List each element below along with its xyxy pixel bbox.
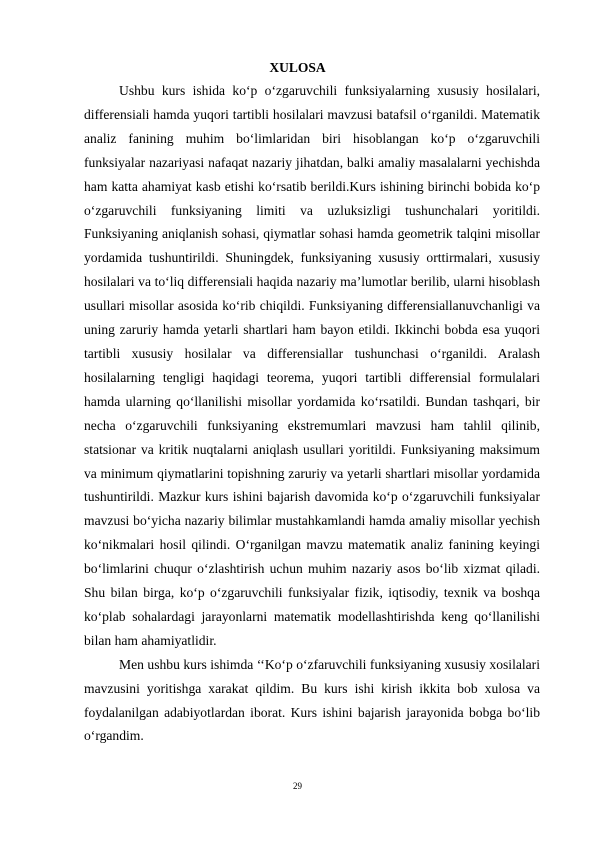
section-heading: XULOSA bbox=[269, 60, 326, 75]
document-body bbox=[84, 79, 540, 748]
body-paragraph: Ushbu kurs ishida ko‘p o‘zgaruvchili funksiyalarning xususiy hosilalari, differensiali hamda yuqori tartibli hosilalari mavzusi batafsil o‘rganildi. Matematik analiz fanining muhim bo‘limlaridan biri hisoblangan ko‘p o‘zgaruvchili funksiyalar nazariyasi nafaqat nazariy jihatdan, balki amaliy masalalarni yechishda ham katta ahamiyat kasb etishi ko‘rsatib berildi.Kurs ishining birinchi bobida ko‘p o‘zgaruvchili funksiyaning limiti va uzluksizligi tushunchalari yoritildi. Funksiyaning aniqlanish sohasi, qiymatlar sohasi hamda geometrik talqini misollar yordamida tushuntirildi. Shuningdek, funksiyaning xususiy orttirmalari, xususiy hosilalari va to‘liq differensiali haqida nazariy ma’lumotlar berilib, ularni hisoblash usullari misollar asosida ko‘rib chiqildi. Funksiyaning differensiallanuvchanligi va uning zaruriy hamda yetarli shartlari ham bayon etildi. Ikkinchi bobda esa yuqori tartibli xususiy hosilalar va differensiallar tushunchasi o‘rganildi. Aralash hosilalarning tengligi haqidagi teorema, yuqori tartibli differensial formulalari hamda ularning qo‘llanilishi misollar yordamida ko‘rsatildi. Bundan tashqari, bir necha o‘zgaruvchili funksiyaning ekstremumlari mavzusi ham tahlil qilinib, statsionar va kritik nuqtalarni aniqlash usullari yoritildi. Funksiyaning maksimum va minimum qiymatlarini topishning zaruriy va yetarli shartlari misollar yordamida tushuntirildi. Mazkur kurs ishini bajarish davomida ko‘p o‘zgaruvchili funksiyalar mavzusi bo‘yicha nazariy bilimlar mustahkamlandi hamda amaliy misollar yechish ko‘nikmalari hosil qilindi. O‘rganilgan mavzu matematik analiz fanining keyingi bo‘limlarini chuqur o‘zlashtirish uchun muhim nazariy asos bo‘lib xizmat qiladi. Shu bilan birga, ko‘p o‘zgaruvchili funksiyalar fizik, iqtisodiy, texnik va boshqa ko‘plab sohalardagi jarayonlarni matematik modellashtirishda keng qo‘llanilishi bilan ham ahamiyatlidir. bbox=[84, 83, 540, 648]
body-paragraph: Men ushbu kurs ishimda ‘‘Ko‘p o‘zfaruvchili funksiyaning xususiy xosilalari mavzusini yoritishga xarakat qildim. Bu kurs ishi kirish ikkita bob xulosa va foydalanilgan adabiyotlardan iborat. Kurs ishini bajarish jarayonida bobga bo‘lib o‘rgandim. bbox=[84, 656, 540, 744]
page-number: 29 bbox=[293, 781, 302, 791]
